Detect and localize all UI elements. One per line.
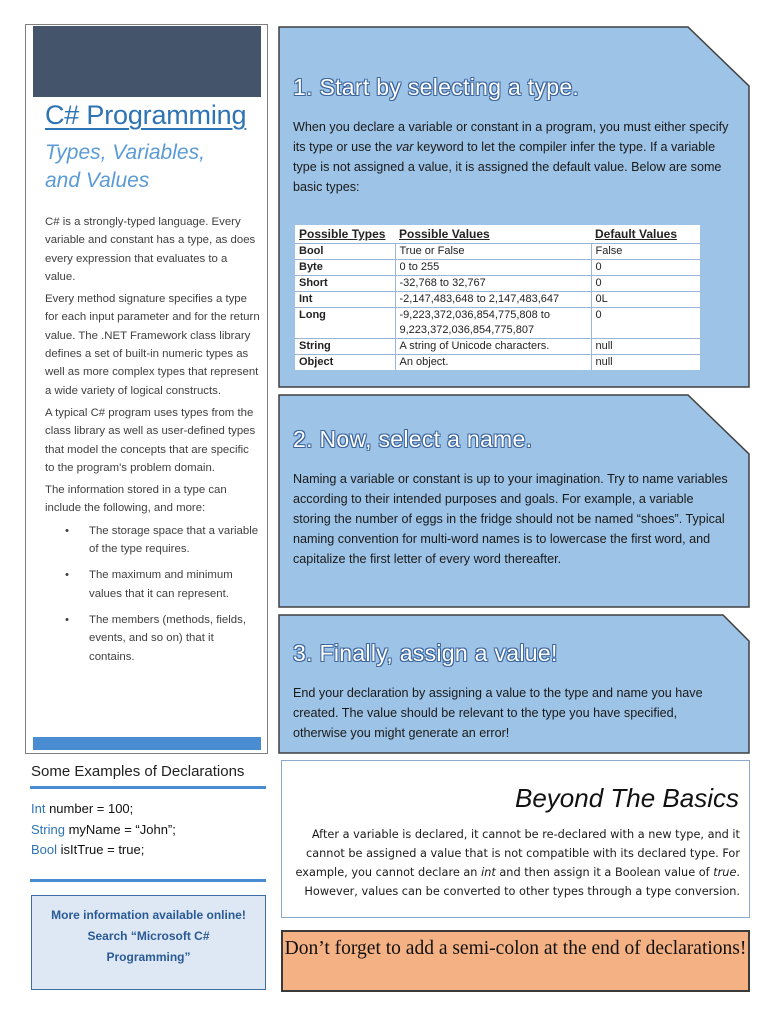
examples-bottom-divider xyxy=(30,879,266,882)
table-cell: -9,223,372,036,854,775,808 to 9,223,372,036,854,775,807 xyxy=(395,307,591,338)
intro-paragraph: The information stored in a type can include the following, and more: xyxy=(45,484,227,515)
table-row xyxy=(295,291,700,307)
bullet-item: • The maximum and minimum values that it can represent. xyxy=(45,566,260,603)
panel-border xyxy=(267,25,268,753)
table-cell: 0L xyxy=(591,291,700,307)
info-bullet-list xyxy=(45,522,260,666)
intro-paragraph: C# is a strongly-typed language. Every variable and constant has a type, as does every expression that evaluates to a value. xyxy=(45,216,256,283)
table-row xyxy=(295,259,700,275)
examples-heading: Some Examples of Declarations xyxy=(31,763,245,780)
table-cell: True or False xyxy=(395,243,591,259)
column-header: Possible Types xyxy=(299,226,386,241)
type-keyword: Bool xyxy=(31,842,58,857)
table-cell: String xyxy=(295,338,395,354)
types-table xyxy=(295,225,700,370)
intro-paragraph: Every method signature specifies a type for each input parameter and for the return value. The .NET Framework class library defines a set of built-in numeric types as well as more complex types that represent a wide variety of logical constructs. xyxy=(45,293,260,397)
info-line: More information available online! xyxy=(51,908,246,922)
page-subtitle: Types, Variables, and Values xyxy=(45,141,205,192)
example-line xyxy=(31,840,176,861)
table-cell: Bool xyxy=(295,243,395,259)
step-heading: 3. Finally, assign a value! xyxy=(293,640,558,666)
step-heading: 2. Now, select a name. xyxy=(293,426,533,452)
info-line: Search “Microsoft C# xyxy=(87,929,210,943)
step-text xyxy=(293,117,733,197)
table-cell: null xyxy=(591,354,700,370)
table-cell: 0 xyxy=(591,275,700,291)
table-cell: -32,768 to 32,767 xyxy=(395,275,591,291)
table-row xyxy=(295,354,700,370)
step-card-select-name xyxy=(278,394,750,608)
table-cell: -2,147,483,648 to 2,147,483,647 xyxy=(395,291,591,307)
example-code: myName = “John”; xyxy=(64,821,176,837)
table-row xyxy=(295,307,700,338)
step-card-select-type xyxy=(278,26,750,388)
table-row xyxy=(295,338,700,354)
column-header: Default Values xyxy=(595,226,678,241)
type-keyword: String xyxy=(31,821,65,837)
step-card-assign-value xyxy=(278,614,750,754)
text-segment: After a variable is declared, it cannot be re-declared with a new type, and it cannot be assigned a value that is not compatible with its declared type. For example, you cannot declare an xyxy=(295,828,740,879)
intro-text xyxy=(45,213,260,674)
table-cell: null xyxy=(591,338,700,354)
int-keyword: int xyxy=(481,866,496,879)
table-cell: Int xyxy=(295,291,395,307)
beyond-text xyxy=(294,825,740,901)
example-code: isItTrue = true; xyxy=(57,842,145,857)
semicolon-reminder-callout: Don’t forget to add a semi-colon at the end of declarations! xyxy=(281,930,750,992)
table-cell: 0 xyxy=(591,307,700,338)
step-text: End your declaration by assigning a value to the type and name you have created. The value should be relevant to the type you have specified, otherwise you might generate an error! xyxy=(293,686,703,740)
bullet-item: • The storage space that a variable of the type requires. xyxy=(45,522,260,559)
step-heading: 1. Start by selecting a type. xyxy=(293,74,580,100)
step-text: Naming a variable or constant is up to your imagination. Try to name variables according to their intended purposes and goals. For example, a variable storing the number of eggs in the fridge should not be named “shoes”. Typical naming convention for multi-word names is to lowercase the first word, and capitalize the first letter of every word thereafter. xyxy=(293,472,728,566)
text-segment: . However, values can be converted to other types through a type conversion. xyxy=(304,866,740,898)
table-cell: 0 to 255 xyxy=(395,259,591,275)
example-line xyxy=(31,799,176,820)
table-header-row xyxy=(295,225,700,243)
table-row xyxy=(295,243,700,259)
header-color-block xyxy=(33,26,261,97)
table-cell: Byte xyxy=(295,259,395,275)
table-cell: An object. xyxy=(395,354,591,370)
intro-paragraph: A typical C# program uses types from the class library as well as user-defined types that model the concepts that are specific to the program's problem domain. xyxy=(45,406,256,474)
table-cell: A string of Unicode characters. xyxy=(395,338,591,354)
column-header: Possible Values xyxy=(399,226,490,241)
example-line xyxy=(31,820,176,841)
table-row xyxy=(295,275,700,291)
table-cell: Object xyxy=(295,354,395,370)
more-info-box xyxy=(31,895,266,990)
table-cell: Long xyxy=(295,307,395,338)
text-segment: keyword to let the compiler infer the type. If a variable type is not assigned a value, it is assigned the default value. Below are some basic types: xyxy=(293,140,722,194)
beyond-title: Beyond The Basics xyxy=(514,783,739,813)
text-segment: When you declare a variable or constant in a program, you must either specify its type or use the xyxy=(293,120,729,154)
beyond-basics-box xyxy=(281,760,750,918)
left-sidebar-panel xyxy=(25,24,268,754)
var-keyword: var xyxy=(395,140,414,154)
table-cell: Short xyxy=(295,275,395,291)
info-line: Programming” xyxy=(106,950,191,964)
table-cell: False xyxy=(591,243,700,259)
page-title: C# Programming xyxy=(45,100,247,130)
true-keyword: true xyxy=(713,866,737,879)
bullet-item: • The members (methods, fields, events, and so on) that it contains. xyxy=(45,611,260,666)
table-cell: 0 xyxy=(591,259,700,275)
examples-divider xyxy=(30,786,266,789)
footer-accent-bar xyxy=(33,737,261,750)
declaration-examples xyxy=(31,799,176,861)
example-code: number = 100; xyxy=(45,801,134,816)
text-segment: and then assign it a Boolean value of xyxy=(495,866,714,879)
type-keyword: Int xyxy=(31,801,46,816)
